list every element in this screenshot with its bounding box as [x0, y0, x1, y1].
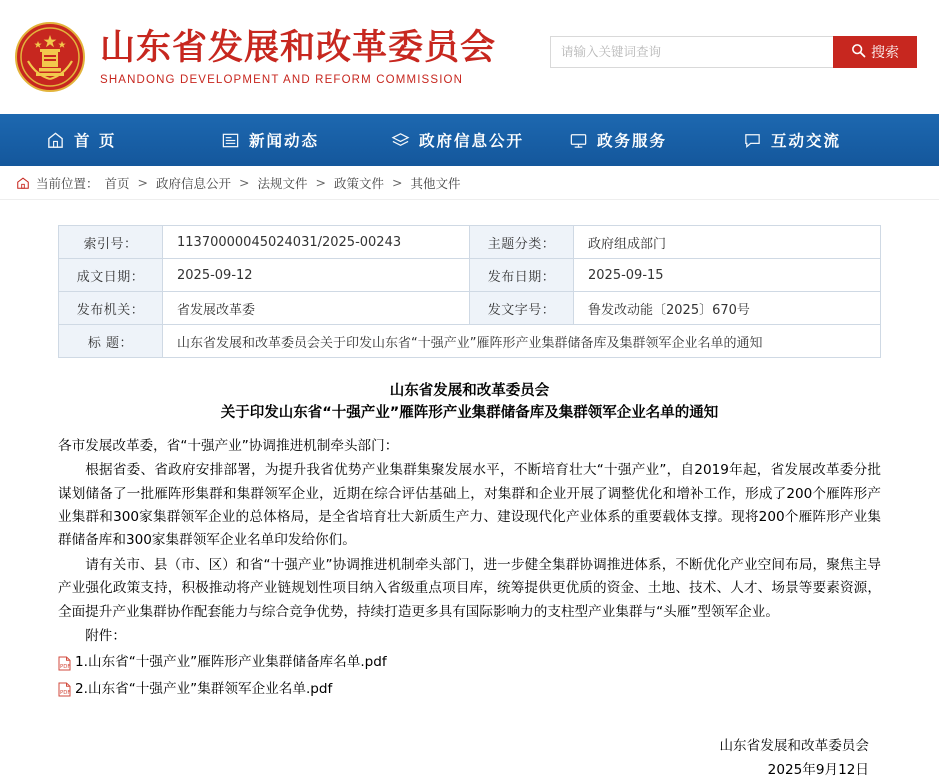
national-emblem-icon: [14, 21, 86, 93]
meta-label-category: 主题分类：: [470, 226, 574, 259]
meta-label-written-date: 成文日期：: [59, 259, 163, 292]
nav-item-gov-service[interactable]: [569, 114, 743, 166]
meta-value-category: 政府组成部门: [574, 226, 881, 259]
site-title-block: [100, 28, 496, 85]
attachment-link-1[interactable]: [58, 651, 881, 674]
breadcrumb-item-3[interactable]: 法规文件: [257, 175, 308, 191]
breadcrumb-separator-1: >: [137, 175, 149, 190]
search-icon: [851, 43, 866, 62]
attachment-label: 附件：: [85, 627, 126, 644]
meta-value-index: 11370000045024031/2025-00243: [163, 226, 470, 259]
layers-icon: [391, 131, 410, 150]
table-row: [59, 259, 881, 292]
attachment-name-1: 1.山东省“十强产业”雁阵形产业集群储备库名单.pdf: [75, 654, 387, 671]
site-title-en: SHANDONG DEVELOPMENT AND REFORM COMMISSION: [100, 73, 464, 86]
nav-label-gov-service: 政务服务: [597, 132, 668, 150]
breadcrumb-item-2[interactable]: 政府信息公开: [156, 175, 232, 191]
breadcrumb-separator-2: >: [239, 175, 250, 190]
pdf-icon: [58, 656, 71, 671]
main-navigation: [0, 114, 939, 166]
site-search: [550, 36, 917, 68]
breadcrumb-item-4[interactable]: 政策文件: [334, 175, 385, 191]
meta-value-issuer: 省发展改革委: [163, 292, 470, 325]
table-row: [59, 325, 881, 358]
document-text: [58, 435, 881, 701]
document-title-line-1: 山东省发展和改革委员会: [389, 383, 550, 399]
table-row: [59, 292, 881, 325]
nav-item-interaction[interactable]: [743, 114, 867, 166]
search-button-label: 搜索: [871, 45, 899, 61]
svg-text:PDF: PDF: [60, 689, 71, 696]
search-button[interactable]: [833, 36, 917, 68]
meta-value-title: 山东省发展和改革委员会关于印发山东省“十强产业”雁阵形产业集群储备库及集群领军企业名单的通知: [163, 325, 881, 358]
signature-date: 2025年9月12日: [767, 761, 869, 778]
document-salutation: 各市发展改革委，省“十强产业”协调推进机制牵头部门：: [58, 437, 399, 454]
home-icon: [46, 131, 65, 150]
nav-label-news: 新闻动态: [249, 132, 320, 150]
news-icon: [221, 131, 240, 150]
breadcrumb-separator-4: >: [392, 175, 403, 190]
pdf-icon: [58, 682, 71, 697]
meta-label-publish-date: 发布日期：: [470, 259, 574, 292]
signature-org: 山东省发展和改革委员会: [719, 738, 869, 755]
meta-label-issuer: 发布机关：: [59, 292, 163, 325]
search-input[interactable]: [550, 36, 833, 68]
table-row: [59, 226, 881, 259]
meta-label-title: 标 题：: [59, 325, 163, 358]
content-area: [0, 225, 939, 783]
breadcrumb-item-5[interactable]: 其他文件: [410, 175, 461, 191]
nav-item-home[interactable]: [46, 114, 221, 166]
meta-label-doc-number: 发文字号：: [470, 292, 574, 325]
attachment-link-2[interactable]: [58, 678, 881, 701]
breadcrumb-separator-3: >: [315, 175, 327, 190]
breadcrumb-prefix: 当前位置：: [36, 175, 99, 191]
document-title-line-2: 关于印发山东省“十强产业”雁阵形产业集群储备库及集群领军企业名单的通知: [220, 405, 719, 422]
document-paragraph-2: 请有关市、县（市、区）和省“十强产业”协调推进机制牵头部门，进一步健全集群协调推进体系，不断优化产业空间布局，聚焦主导产业强化政策支持，积极推动将产业链规划性项目纳入省级重点项目库，统筹提供更优质的资金、土地、技术、人才、场景等要素资源，全面提升产业集群协作配套能力与综合竞争优势，持续打造更多具有国际影响力的支柱型产业集群与“头雁”型领军企业。: [58, 556, 881, 620]
monitor-icon: [569, 131, 588, 150]
nav-item-news[interactable]: [221, 114, 391, 166]
nav-item-gov-info[interactable]: [391, 114, 569, 166]
meta-label-index: 索引号：: [59, 226, 163, 259]
home-small-icon: [16, 176, 30, 190]
attachment-name-2: 2.山东省“十强产业”集群领军企业名单.pdf: [75, 680, 333, 697]
nav-label-gov-info: 政府信息公开: [419, 132, 525, 150]
breadcrumb-item-1[interactable]: 首页: [104, 175, 130, 191]
svg-text:PDF: PDF: [60, 663, 71, 670]
document-body: [58, 380, 881, 783]
document-paragraph-1: 根据省委、省政府安排部署，为提升我省优势产业集群集聚发展水平，不断培育壮大“十强产业”，自2019年起，省发展改革委分批谋划储备了一批雁阵形集群和集群领军企业，近期在综合评估基础上，对集群和企业开展了调整优化和增补工作，形成了200个雁阵形产业集群和300家集群领军企业的总体格局，是全省培育壮大新质生产力、建设现代化产业体系的重要载体支撑。现将200个雁阵形产业集群储备库和300家集群领军企业名单印发给你们。: [58, 462, 881, 549]
site-header: [0, 0, 939, 114]
meta-value-doc-number: 鲁发改动能〔2025〕670号: [574, 292, 881, 325]
breadcrumb: [0, 166, 939, 200]
meta-value-publish-date: 2025-09-15: [574, 259, 881, 292]
nav-label-interaction: 互动交流: [771, 132, 842, 150]
meta-value-written-date: 2025-09-12: [163, 259, 470, 292]
nav-label-home: 首 页: [74, 132, 117, 150]
document-signature: [58, 735, 881, 783]
site-title-cn: 山东省发展和改革委员会: [100, 28, 497, 69]
document-meta-table: [58, 225, 881, 358]
chat-icon: [743, 131, 762, 150]
